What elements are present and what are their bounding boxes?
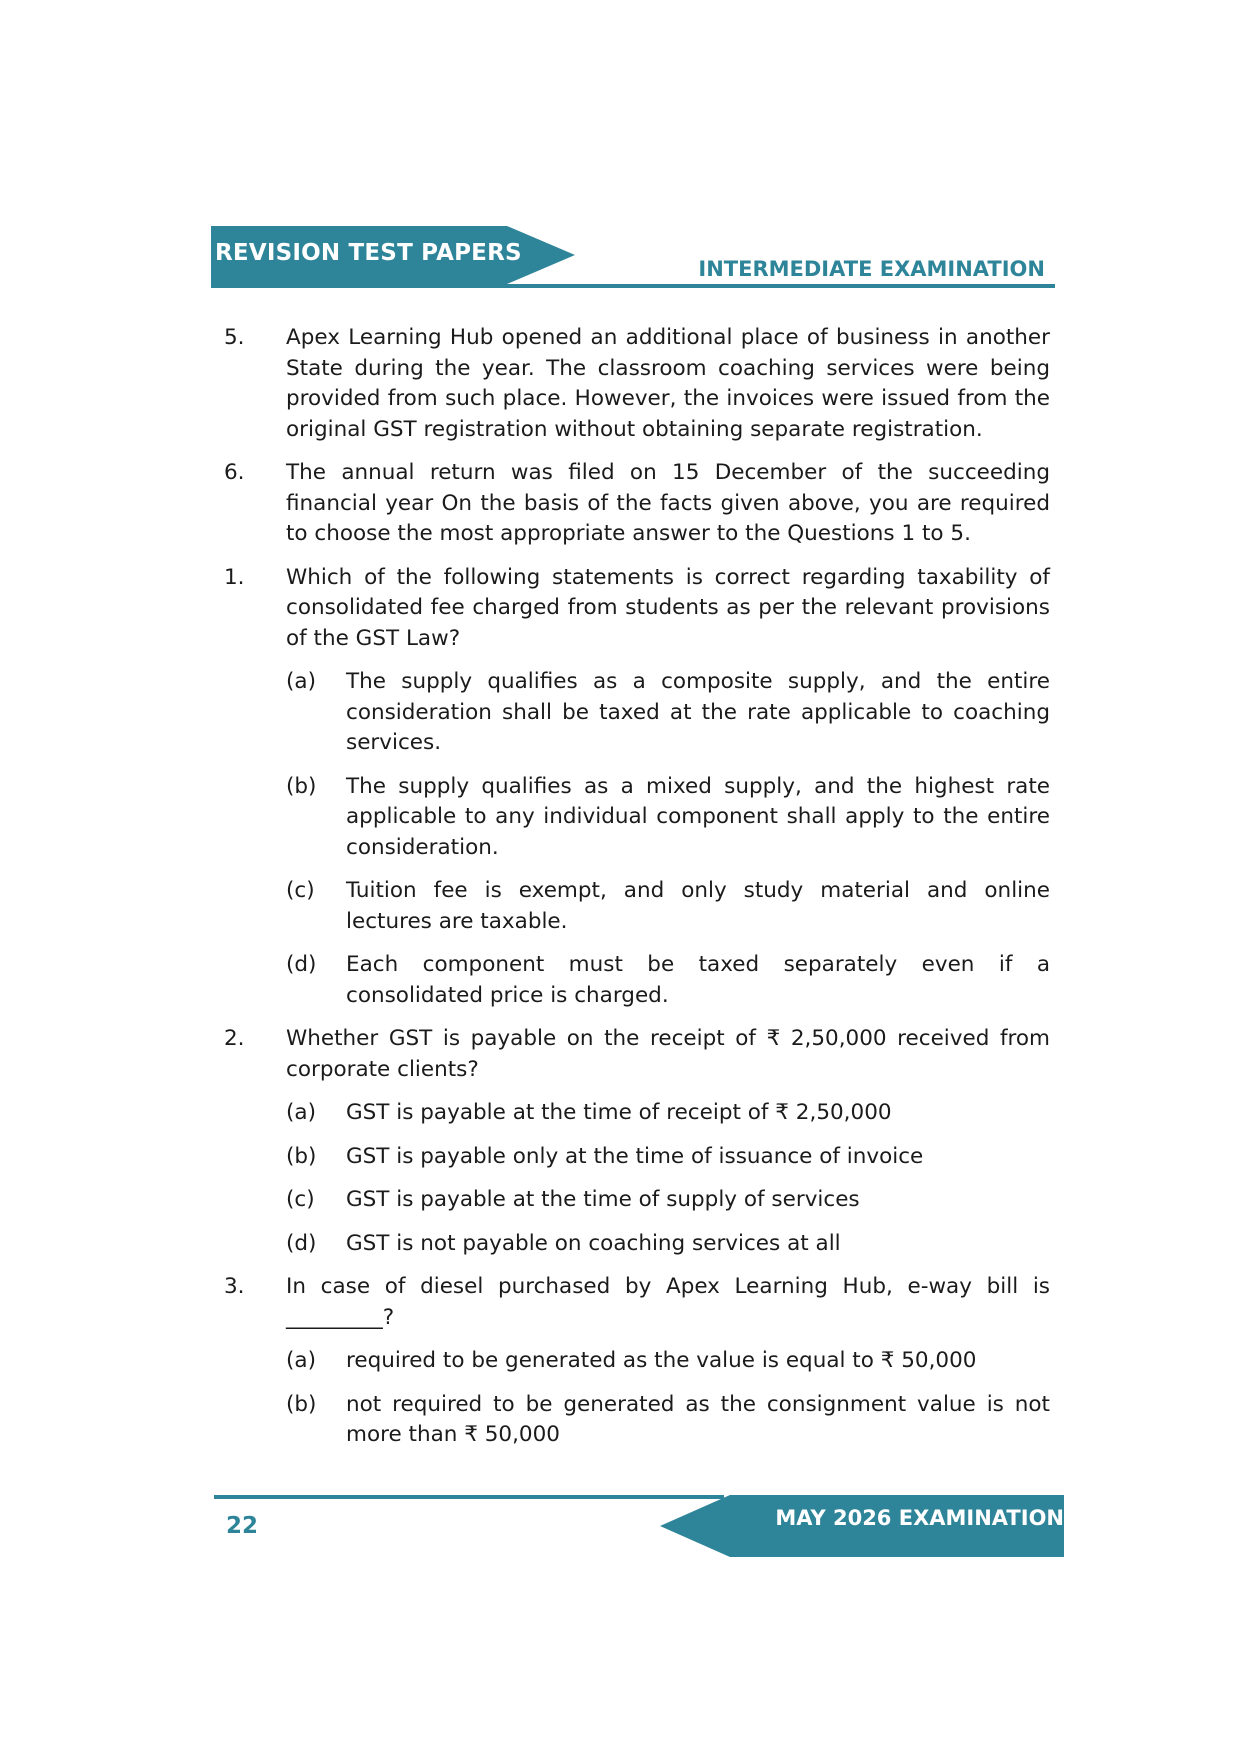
question-1 xyxy=(224,563,1050,655)
fact-text: The annual return was filed on 15 December of the succeeding financial year On the basis of the facts given above, you are required to choose the most appropriate answer to the Questions 1 to 5. xyxy=(286,460,1050,546)
header-rule xyxy=(211,284,1055,288)
option-text: GST is not payable on coaching services at all xyxy=(346,1230,841,1256)
question-1-option-a xyxy=(286,667,1050,759)
option-text: Tuition fee is exempt, and only study material and online lectures are taxable. xyxy=(346,878,1050,934)
question-number: 1. xyxy=(224,564,245,590)
fact-item xyxy=(224,458,1050,550)
option-label: (d) xyxy=(286,952,317,977)
option-text: Each component must be taxed separately even if a consolidated price is charged. xyxy=(346,952,1050,1008)
question-3-option-b xyxy=(286,1390,1050,1451)
option-label: (b) xyxy=(286,773,317,799)
option-label: (a) xyxy=(286,1348,316,1373)
question-1-option-b xyxy=(286,772,1050,864)
question-3 xyxy=(224,1272,1050,1333)
option-label: (b) xyxy=(286,1143,317,1169)
question-1-option-c xyxy=(286,876,1050,937)
option-text: The supply qualifies as a composite supply, and the entire consideration shall be taxed at the rate applicable to coaching services. xyxy=(346,669,1050,755)
question-2-option-d xyxy=(286,1229,1050,1260)
option-text: not required to be generated as the consignment value is not more than ₹ 50,000 xyxy=(346,1391,1050,1447)
option-text: GST is payable at the time of receipt of ₹ 2,50,000 xyxy=(346,1100,892,1125)
page-number: 22 xyxy=(226,1513,259,1539)
header-exam-title: INTERMEDIATE EXAMINATION xyxy=(698,257,1045,281)
page-content xyxy=(224,323,1050,1464)
option-text: GST is payable only at the time of issuance of invoice xyxy=(346,1143,924,1169)
question-2-option-b xyxy=(286,1142,1050,1173)
option-label: (a) xyxy=(286,1100,316,1125)
footer-rule xyxy=(214,1495,724,1499)
question-2 xyxy=(224,1024,1050,1085)
fact-item xyxy=(224,323,1050,445)
option-text: required to be generated as the value is equal to ₹ 50,000 xyxy=(346,1348,977,1373)
footer-exam-session: MAY 2026 EXAMINATION xyxy=(775,1506,1064,1530)
option-label: (b) xyxy=(286,1391,317,1417)
header-banner xyxy=(211,226,575,289)
fact-text: Apex Learning Hub opened an additional place of business in another State during the year. The classroom coaching services were being provided from such place. However, the invoices were issued from the original GST registration without obtaining separate registration. xyxy=(286,325,1050,442)
option-label: (a) xyxy=(286,669,316,694)
question-number: 3. xyxy=(224,1274,245,1299)
option-label: (d) xyxy=(286,1230,317,1256)
option-text: The supply qualifies as a mixed supply, and the highest rate applicable to any individual component shall apply to the entire consideration. xyxy=(346,773,1050,860)
question-2-option-a xyxy=(286,1098,1050,1129)
option-text: GST is payable at the time of supply of services xyxy=(346,1187,860,1212)
option-label: (c) xyxy=(286,878,315,903)
option-label: (c) xyxy=(286,1187,315,1212)
question-text: In case of diesel purchased by Apex Learning Hub, e-way bill is _________? xyxy=(286,1274,1050,1330)
question-number: 2. xyxy=(224,1026,245,1051)
question-text: Which of the following statements is correct regarding taxability of consolidated fee charged from students as per the relevant provisions of the GST Law? xyxy=(286,564,1050,651)
question-1-option-d xyxy=(286,950,1050,1011)
fact-number: 6. xyxy=(224,460,245,485)
question-text: Whether GST is payable on the receipt of ₹ 2,50,000 received from corporate clients? xyxy=(286,1026,1050,1082)
question-3-option-a xyxy=(286,1346,1050,1377)
footer-banner xyxy=(660,1495,1064,1557)
header-banner-title: REVISION TEST PAPERS xyxy=(215,240,522,266)
question-2-option-c xyxy=(286,1185,1050,1216)
fact-number: 5. xyxy=(224,325,245,350)
